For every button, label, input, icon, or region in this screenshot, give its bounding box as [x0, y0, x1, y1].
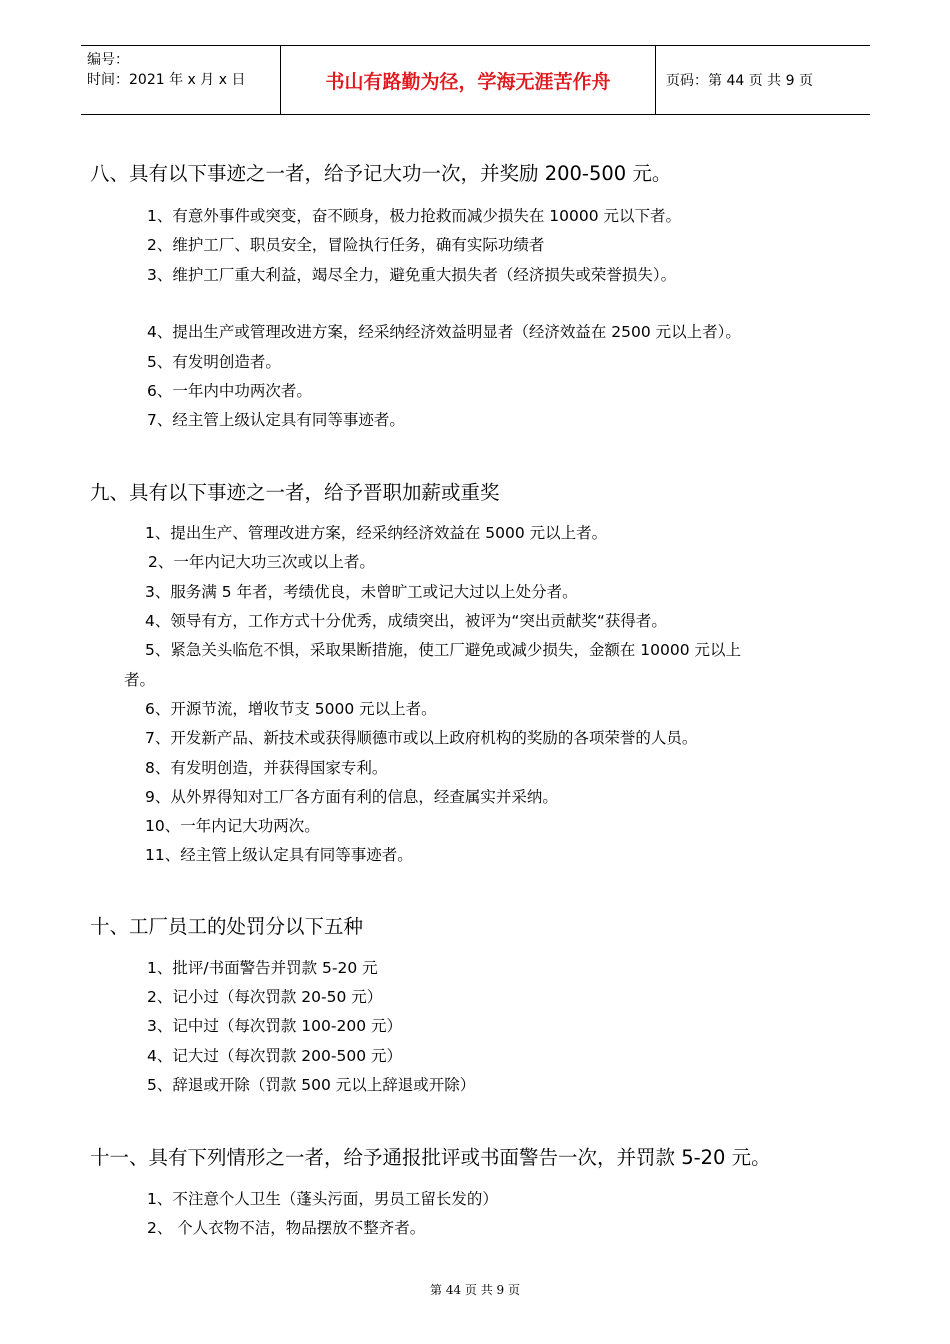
- list-item: 8、有发明创造，并获得国家专利。: [145, 759, 388, 777]
- list-item: 5、紧急关头临危不惧，采取果断措施，使工厂避免或减少损失，金额在 10000 元以上: [145, 641, 742, 659]
- list-item: 4、领导有方，工作方式十分优秀，成绩突出，被评为“突出贡献奖“获得者。: [145, 612, 667, 630]
- list-item: 1、不注意个人卫生（蓬头污面，男员工留长发的）: [147, 1190, 498, 1208]
- list-item: 9、从外界得知对工厂各方面有利的信息，经查属实并采纳。: [145, 788, 558, 806]
- list-item: 2、维护工厂、职员安全，冒险执行任务，确有实际功绩者: [147, 236, 545, 254]
- list-item: 3、记中过（每次罚款 100-200 元）: [147, 1017, 402, 1035]
- header-meta: [81, 46, 281, 114]
- document-number-label: 编号：: [87, 52, 129, 68]
- document-date: 时间：2021 年 x 月 x 日: [87, 72, 246, 88]
- list-item: 1、批评/书面警告并罚款 5-20 元: [147, 959, 378, 977]
- list-item: 3、维护工厂重大利益，竭尽全力，避免重大损失者（经济损失或荣誉损失）。: [147, 266, 677, 284]
- page-header: [81, 45, 870, 115]
- list-item: 1、提出生产、管理改进方案，经采纳经济效益在 5000 元以上者。: [145, 524, 608, 542]
- list-item: 11、经主管上级认定具有同等事迹者。: [145, 846, 413, 864]
- section-title: 十一、具有下列情形之一者，给予通报批评或书面警告一次，并罚款 5-20 元。: [90, 1146, 771, 1169]
- list-item: 5、有发明创造者。: [147, 353, 281, 371]
- list-item: 1、有意外事件或突变，奋不顾身，极力抢救而减少损失在 10000 元以下者。: [147, 207, 682, 225]
- section-title: 八、具有以下事迹之一者，给予记大功一次，并奖励 200-500 元。: [90, 162, 672, 185]
- list-item: 6、开源节流，增收节支 5000 元以上者。: [145, 700, 437, 718]
- list-item: 3、服务满 5 年者，考绩优良，未曾旷工或记大过以上处分者。: [145, 583, 578, 601]
- list-item: 2、一年内记大功三次或以上者。: [148, 553, 375, 571]
- list-item: 2、 个人衣物不洁，物品摆放不整齐者。: [147, 1219, 426, 1237]
- list-item-continuation: 者。: [124, 671, 156, 689]
- list-item: 2、记小过（每次罚款 20-50 元）: [147, 988, 383, 1006]
- list-item: 4、记大过（每次罚款 200-500 元）: [147, 1047, 402, 1065]
- list-item: 5、辞退或开除（罚款 500 元以上辞退或开除）: [147, 1076, 476, 1094]
- page-footer: 第 44 页 共 9 页: [430, 1283, 520, 1297]
- header-motto: 书山有路勤为径，学海无涯苦作舟: [281, 46, 656, 114]
- list-item: 10、一年内记大功两次。: [145, 817, 320, 835]
- list-item: 6、一年内中功两次者。: [147, 382, 312, 400]
- list-item: 7、经主管上级认定具有同等事迹者。: [147, 411, 405, 429]
- list-item: 7、开发新产品、新技术或获得顺德市或以上政府机构的奖励的各项荣誉的人员。: [145, 729, 698, 747]
- section-title: 九、具有以下事迹之一者，给予晋职加薪或重奖: [90, 481, 500, 504]
- list-item: 4、提出生产或管理改进方案，经采纳经济效益明显者（经济效益在 2500 元以上者）。: [147, 323, 741, 341]
- section-title: 十、工厂员工的处罚分以下五种: [90, 915, 364, 938]
- header-page-info: 页码：第 44 页 共 9 页: [666, 73, 813, 89]
